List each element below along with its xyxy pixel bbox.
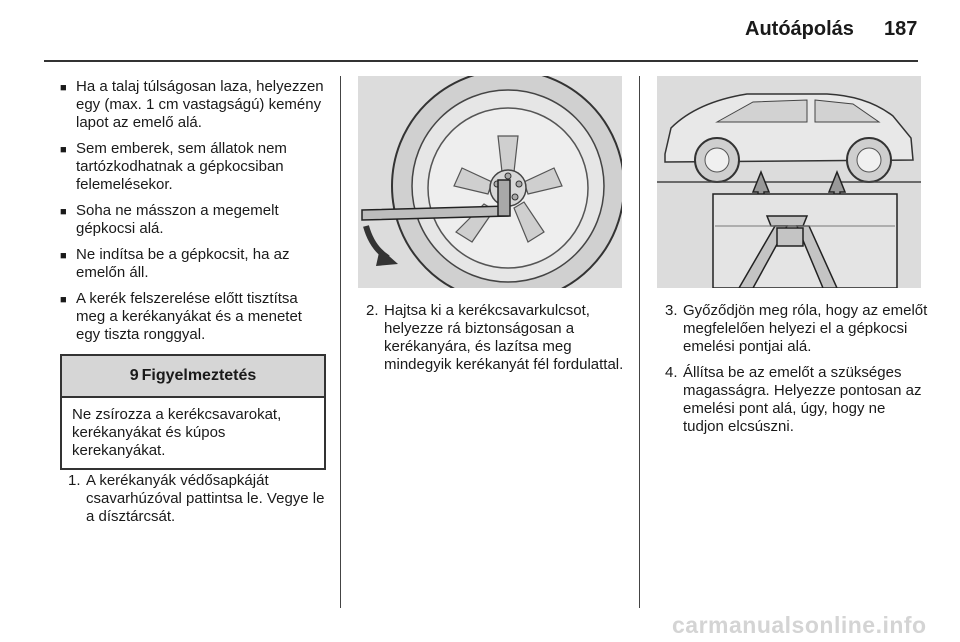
watermark-text: carmanualsonline.info [672, 612, 927, 638]
wheel-wrench-illustration [358, 76, 622, 288]
bullet-list [60, 78, 326, 344]
column-1 [60, 78, 326, 352]
page-number: 187 [884, 18, 918, 40]
step-3 [665, 302, 929, 356]
step-1 [68, 472, 328, 526]
section-title: Autóápolás [745, 18, 854, 40]
step-text: Győződjön meg róla, hogy az emelőt megfelelően helyezi el a gépkocsi emelési pontjai alá. [683, 302, 928, 355]
bullet-icon: ■ [60, 82, 67, 94]
warning-text: Ne zsírozza a kerékcsavarokat, kerékanyákat és kúpos kerekanyákat. [72, 406, 282, 459]
list-item: ■ Soha ne másszon a megemelt gépkocsi alá. [60, 202, 279, 237]
step-number: 1. [68, 472, 81, 489]
bullet-icon: ■ [60, 294, 67, 306]
step-4 [665, 364, 929, 436]
warning-icon: 9 [129, 367, 139, 384]
step-text: A kerékanyák védősapkáját csavarhúzóval pattintsa le. Vegye le a dísztárcsát. [86, 472, 325, 525]
step-number: 2. [366, 302, 379, 319]
list-item: ■ A kerék felszerelése előtt tisztítsa meg a kerékanyákat és a menetet egy tiszta ronggyal. [60, 290, 302, 343]
list-item: ■ Ha a talaj túlságosan laza, helyezzen egy (max. 1 cm vastagságú) kemény lapot az emelő alá. [60, 78, 324, 131]
list-item: ■ Sem emberek, sem állatok nem tartózkodhatnak a gépkocsiban felemelésekor. [60, 140, 287, 193]
bullet-icon: ■ [60, 144, 67, 156]
car-jack-svg [657, 76, 921, 288]
wrench-socket-icon [498, 180, 510, 216]
page-header [0, 0, 960, 62]
column-divider-1 [340, 76, 341, 608]
step-2 [366, 302, 628, 374]
list-item: ■ Ne indítsa be a gépkocsit, ha az emelőn áll. [60, 246, 290, 281]
step-number: 4. [665, 364, 678, 381]
warning-header [62, 356, 324, 398]
step-number: 3. [665, 302, 678, 319]
warning-title: Figyelmeztetés [141, 367, 257, 384]
bullet-icon: ■ [60, 250, 67, 262]
wheel-wrench-svg [358, 76, 622, 288]
header-rule [44, 60, 918, 62]
warning-box [60, 354, 326, 470]
bullet-icon: ■ [60, 206, 67, 218]
car-jack-illustration [657, 76, 921, 288]
step-text: Állítsa be az emelőt a szükséges magasságra. Helyezze pontosan az emelési pont alá, úgy, hogy ne tudjon elcsúszni. [683, 364, 922, 435]
step-text: Hajtsa ki a kerékcsavarkulcsot, helyezze rá biztonságosan a kerékanyára, és lazítsa meg mindegyik kerékanyát fél fordulattal. [384, 302, 624, 373]
column-divider-2 [639, 76, 640, 608]
